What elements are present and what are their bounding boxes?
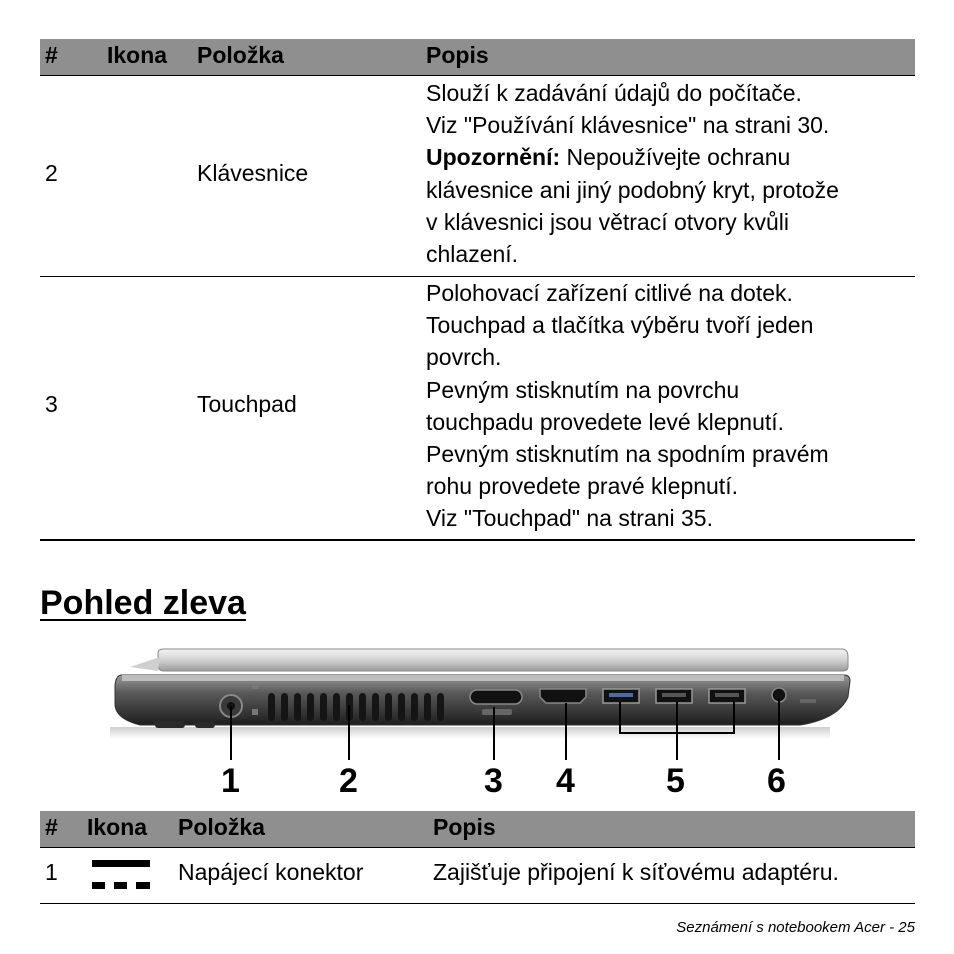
desc-line: Polohovací zařízení citlivé na dotek.: [426, 280, 793, 306]
callout-1: 1: [221, 762, 240, 800]
row-description: Zajišťuje připojení k síťovému adaptéru.: [433, 859, 839, 885]
section-title: Pohled zleva: [40, 584, 246, 622]
callout-4: 4: [556, 762, 575, 800]
table-row: [40, 849, 915, 903]
desc-line: Viz "Používání klávesnice" na strani 30.: [426, 112, 830, 139]
desc-line: povrch.: [426, 344, 502, 371]
desc-line: Pevným stisknutím na povrchu: [426, 376, 740, 403]
row-description: [426, 277, 829, 535]
table-row: [40, 77, 915, 276]
table-bottom-rule: [40, 539, 915, 541]
table-header: [40, 811, 915, 848]
desc-line: rohu provedete pravé klepnutí.: [426, 473, 738, 500]
desc-line: v klávesnici jsou větrací otvory kvůli: [426, 208, 790, 235]
ethernet-port: [470, 690, 522, 704]
desc-line: touchpadu provedete levé klepnutí.: [426, 408, 785, 435]
header-icon: Ikona: [107, 42, 168, 68]
header-icon: Ikona: [87, 814, 148, 840]
callout-2: 2: [339, 762, 358, 800]
desc-line: Pevným stisknutím na spodním pravém: [426, 441, 829, 468]
page-footer: Seznámení s notebookem Acer - 25: [676, 919, 915, 936]
header-item: Položka: [178, 814, 265, 840]
row-num: 1: [45, 859, 58, 885]
callout-5: 5: [666, 762, 685, 800]
desc-line: Viz "Touchpad" na strani 35.: [426, 505, 713, 532]
row-item: Touchpad: [197, 391, 297, 417]
desc-line: chlazení.: [426, 241, 519, 268]
desc-line: klávesnice ani jiný podobný kryt, protože: [426, 176, 839, 203]
desc-line: Touchpad a tlačítka výběru tvoří jeden: [426, 312, 814, 339]
row-item: Napájecí konektor: [178, 859, 364, 885]
callout-6: 6: [767, 762, 786, 800]
header-desc: Popis: [426, 42, 489, 68]
callout-3: 3: [484, 762, 503, 800]
row-description: [426, 77, 839, 270]
warning-label: Upozornění:: [426, 144, 561, 171]
laptop-left-side-illustration: [100, 645, 860, 755]
row-item: Klávesnice: [197, 160, 309, 186]
headset-jack: [772, 688, 786, 702]
header-num: #: [45, 814, 58, 840]
table-bottom-rule: [40, 903, 915, 904]
row-num: 2: [45, 160, 58, 186]
desc-line: Slouží k zadávání údajů do počítače.: [426, 80, 802, 106]
header-item: Položka: [197, 42, 284, 68]
warning-text: Nepoužívejte ochranu: [560, 144, 791, 171]
header-num: #: [45, 42, 58, 68]
table-header: [40, 39, 915, 76]
table-row: [40, 277, 915, 539]
row-num: 3: [45, 391, 58, 417]
header-desc: Popis: [433, 814, 496, 840]
warning-line: [426, 141, 839, 173]
hdmi-port: [540, 689, 586, 703]
dc-power-icon: [92, 858, 150, 892]
